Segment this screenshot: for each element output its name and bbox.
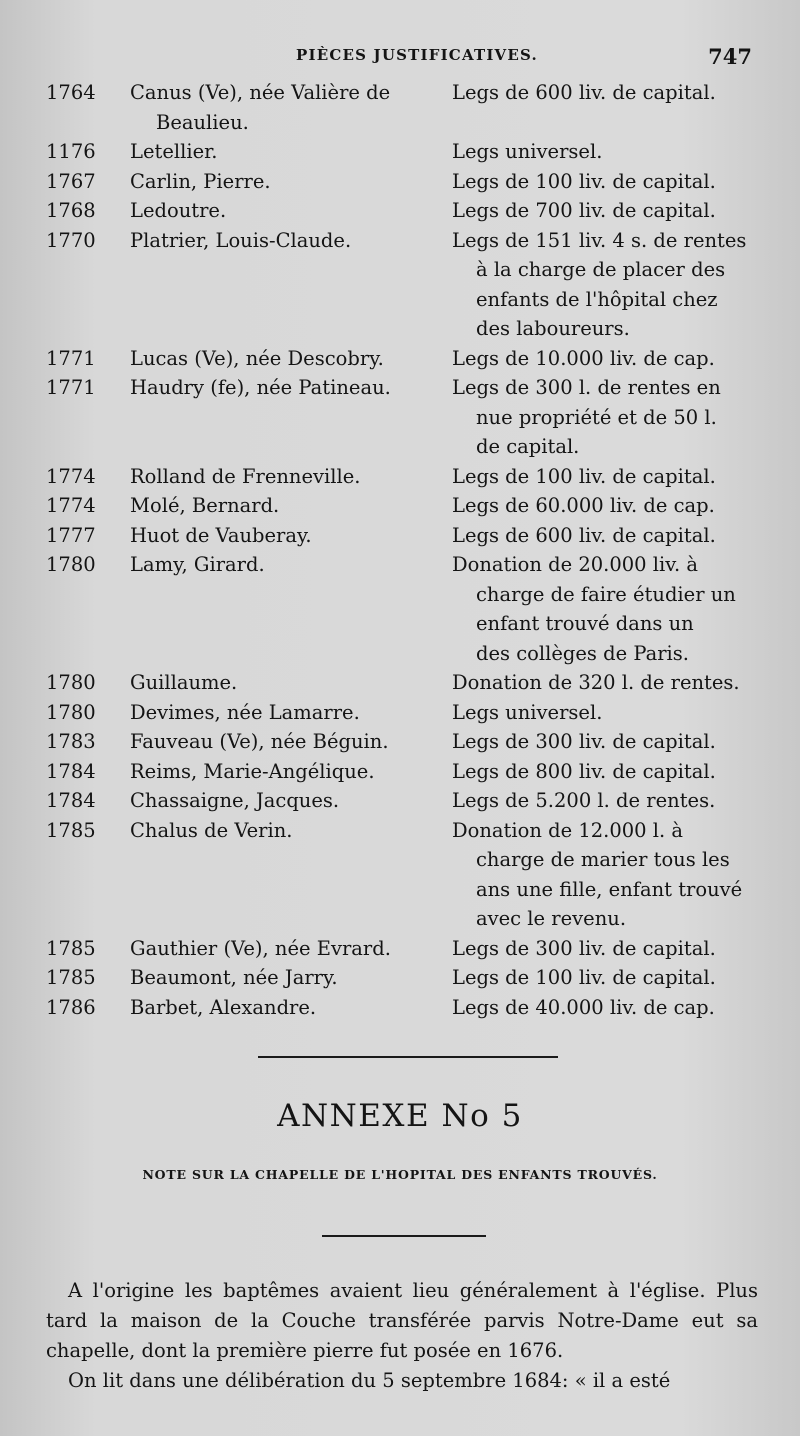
entry-donor bbox=[94, 816, 450, 934]
donor-line: Platrier, Louis-Claude. bbox=[130, 228, 352, 252]
running-head-title: PIÈCES JUSTIFICATIVES. bbox=[296, 46, 538, 64]
bequest-entry bbox=[0, 727, 800, 757]
bequest-list bbox=[0, 78, 800, 1022]
bequest-line: nue propriété et de 50 l. bbox=[476, 405, 717, 429]
donor-line: Beaumont, née Jarry. bbox=[130, 966, 338, 989]
bequest-line: Legs de 600 liv. de capital. bbox=[452, 523, 716, 547]
entry-bequest bbox=[450, 786, 800, 816]
bequest-entry bbox=[0, 816, 800, 934]
bequest-line: avec le revenu. bbox=[476, 907, 627, 930]
bequest-line: Legs de 60.000 liv. de cap. bbox=[452, 494, 715, 517]
bequest-line: Donation de 20.000 liv. à bbox=[452, 553, 698, 576]
entry-donor bbox=[94, 550, 450, 668]
entry-year: 1774 bbox=[46, 494, 96, 517]
bequest-line: Legs de 300 liv. de capital. bbox=[452, 936, 716, 960]
entry-year: 1785 bbox=[46, 966, 96, 989]
bequest-line: Legs de 100 liv. de capital. bbox=[452, 966, 716, 989]
entry-bequest bbox=[450, 698, 800, 728]
donor-line: Rolland de Frenneville. bbox=[130, 464, 361, 488]
bequest-entry bbox=[0, 698, 800, 728]
bequest-line: à la charge de placer des bbox=[476, 258, 726, 281]
donor-line: Huot de Vauberay. bbox=[130, 523, 312, 547]
entry-bequest bbox=[450, 196, 800, 226]
entry-bequest bbox=[450, 993, 800, 1023]
paragraph-2: On lit dans une délibération du 5 septembre 1684: « il a esté bbox=[68, 1369, 671, 1392]
entry-donor bbox=[94, 344, 450, 374]
bequest-line: ans une fille, enfant trouvé bbox=[476, 877, 743, 901]
bequest-line: Legs de 5.200 l. de rentes. bbox=[452, 789, 716, 812]
entry-donor bbox=[94, 993, 450, 1023]
donor-line: Reims, Marie-Angélique. bbox=[130, 759, 375, 783]
entry-year: 1764 bbox=[46, 81, 96, 104]
entry-bequest bbox=[450, 668, 800, 698]
entry-donor bbox=[94, 757, 450, 787]
entry-bequest bbox=[450, 167, 800, 197]
entry-donor bbox=[94, 934, 450, 964]
bequest-line: Legs de 40.000 liv. de cap. bbox=[452, 995, 715, 1019]
bequest-line: Legs de 100 liv. de capital. bbox=[452, 464, 716, 488]
bequest-entry bbox=[0, 757, 800, 787]
donor-line: Barbet, Alexandre. bbox=[130, 995, 317, 1019]
entry-bequest bbox=[450, 462, 800, 492]
bequest-entry bbox=[0, 668, 800, 698]
entry-bequest bbox=[450, 78, 800, 137]
bequest-entry bbox=[0, 462, 800, 492]
bequest-line: Legs de 600 liv. de capital. bbox=[452, 81, 716, 104]
entry-donor bbox=[94, 491, 450, 521]
bequest-entry bbox=[0, 344, 800, 374]
entry-year: 1783 bbox=[46, 730, 96, 753]
entry-donor bbox=[94, 196, 450, 226]
entry-bequest bbox=[450, 373, 800, 462]
entry-bequest bbox=[450, 934, 800, 964]
bequest-line: des laboureurs. bbox=[476, 317, 630, 340]
entry-year: 1771 bbox=[46, 346, 96, 370]
entry-donor bbox=[94, 521, 450, 551]
section-rule-bottom bbox=[322, 1235, 486, 1237]
bequest-entry bbox=[0, 196, 800, 226]
bequest-line: Legs de 300 liv. de capital. bbox=[452, 730, 716, 753]
section-rule-top bbox=[258, 1056, 558, 1058]
bequest-line: Legs de 100 liv. de capital. bbox=[452, 169, 716, 193]
bequest-line: Donation de 320 l. de rentes. bbox=[452, 671, 740, 694]
entry-bequest bbox=[450, 550, 800, 668]
bequest-line: enfants de l'hôpital chez bbox=[476, 287, 718, 311]
donor-line: Letellier. bbox=[130, 140, 218, 163]
entry-year: 1771 bbox=[46, 376, 96, 399]
entry-year: 1780 bbox=[46, 700, 96, 724]
bequest-entry bbox=[0, 993, 800, 1023]
bequest-entry bbox=[0, 550, 800, 668]
bequest-line: Legs de 700 liv. de capital. bbox=[452, 199, 716, 222]
bequest-line: Legs de 300 l. de rentes en bbox=[452, 376, 721, 399]
entry-bequest bbox=[450, 491, 800, 521]
bequest-line: Legs de 800 liv. de capital. bbox=[452, 759, 716, 783]
donor-line: Guillaume. bbox=[130, 671, 238, 694]
bequest-line: Legs universel. bbox=[452, 140, 603, 163]
entry-donor bbox=[94, 698, 450, 728]
entry-bequest bbox=[450, 226, 800, 344]
bequest-line: Legs universel. bbox=[452, 700, 603, 724]
entry-year: 1784 bbox=[46, 789, 96, 812]
paragraph-1: A l'origine les baptêmes avaient lieu généralement à l'église. Plus tard la maison de la Couche transférée parvis Notre-Dame eut sa chapelle, dont la première pierre fut posée en 1676. bbox=[46, 1279, 758, 1362]
entry-donor bbox=[94, 668, 450, 698]
bequest-entry bbox=[0, 167, 800, 197]
donor-line: Chassaigne, Jacques. bbox=[130, 789, 340, 812]
bequest-entry bbox=[0, 137, 800, 167]
donor-line: Beaulieu. bbox=[156, 110, 249, 134]
running-head bbox=[0, 44, 800, 74]
entry-donor bbox=[94, 226, 450, 344]
entry-donor bbox=[94, 963, 450, 993]
bequest-entry bbox=[0, 78, 800, 137]
entry-bequest bbox=[450, 963, 800, 993]
entry-bequest bbox=[450, 137, 800, 167]
entry-bequest bbox=[450, 344, 800, 374]
entry-donor bbox=[94, 727, 450, 757]
donor-line: Carlin, Pierre. bbox=[130, 169, 271, 193]
entry-year: 1785 bbox=[46, 936, 96, 960]
entry-year: 1768 bbox=[46, 199, 96, 222]
entry-year: 1780 bbox=[46, 671, 96, 694]
bequest-entry bbox=[0, 934, 800, 964]
page-number: 747 bbox=[708, 44, 752, 69]
donor-line: Canus (Ve), née Valière de bbox=[130, 81, 391, 104]
bequest-entry bbox=[0, 521, 800, 551]
donor-line: Molé, Bernard. bbox=[130, 494, 280, 517]
entry-year: 1777 bbox=[46, 523, 96, 547]
entry-year: 1774 bbox=[46, 464, 96, 488]
entry-donor bbox=[94, 137, 450, 167]
bequest-entry bbox=[0, 226, 800, 344]
donor-line: Haudry (fe), née Patineau. bbox=[130, 376, 391, 399]
entry-bequest bbox=[450, 521, 800, 551]
bequest-line: Legs de 151 liv. 4 s. de rentes bbox=[452, 228, 747, 252]
entry-bequest bbox=[450, 757, 800, 787]
body-text bbox=[46, 1276, 758, 1396]
bequest-line: enfant trouvé dans un bbox=[476, 612, 694, 635]
bequest-entry bbox=[0, 963, 800, 993]
entry-year: 1784 bbox=[46, 759, 96, 783]
bequest-line: Legs de 10.000 liv. de cap. bbox=[452, 346, 715, 370]
entry-bequest bbox=[450, 727, 800, 757]
entry-year: 1767 bbox=[46, 169, 96, 193]
annex-subtitle: NOTE SUR LA CHAPELLE DE L'HOPITAL DES ENFANTS TROUVÉS. bbox=[142, 1167, 658, 1182]
bequest-entry bbox=[0, 491, 800, 521]
entry-year: 1176 bbox=[46, 140, 96, 163]
entry-year: 1770 bbox=[46, 228, 96, 252]
entry-donor bbox=[94, 373, 450, 462]
bequest-entry bbox=[0, 786, 800, 816]
donor-line: Gauthier (Ve), née Evrard. bbox=[130, 936, 391, 960]
bequest-line: de capital. bbox=[476, 435, 580, 458]
annex-title: ANNEXE No 5 bbox=[277, 1098, 523, 1134]
donor-line: Lamy, Girard. bbox=[130, 553, 265, 576]
entry-year: 1785 bbox=[46, 818, 96, 842]
donor-line: Devimes, née Lamarre. bbox=[130, 700, 360, 724]
entry-bequest bbox=[450, 816, 800, 934]
donor-line: Fauveau (Ve), née Béguin. bbox=[130, 730, 389, 753]
entry-donor bbox=[94, 78, 450, 137]
bequest-line: charge de faire étudier un bbox=[476, 582, 736, 606]
bequest-entry bbox=[0, 373, 800, 462]
bequest-line: des collèges de Paris. bbox=[476, 641, 689, 665]
donor-line: Ledoutre. bbox=[130, 199, 227, 222]
entry-donor bbox=[94, 786, 450, 816]
entry-year: 1780 bbox=[46, 553, 96, 576]
bequest-line: charge de marier tous les bbox=[476, 848, 730, 871]
bequest-line: Donation de 12.000 l. à bbox=[452, 818, 684, 842]
entry-donor bbox=[94, 167, 450, 197]
donor-line: Lucas (Ve), née Descobry. bbox=[130, 346, 384, 370]
entry-year: 1786 bbox=[46, 995, 96, 1019]
entry-donor bbox=[94, 462, 450, 492]
donor-line: Chalus de Verin. bbox=[130, 818, 293, 842]
